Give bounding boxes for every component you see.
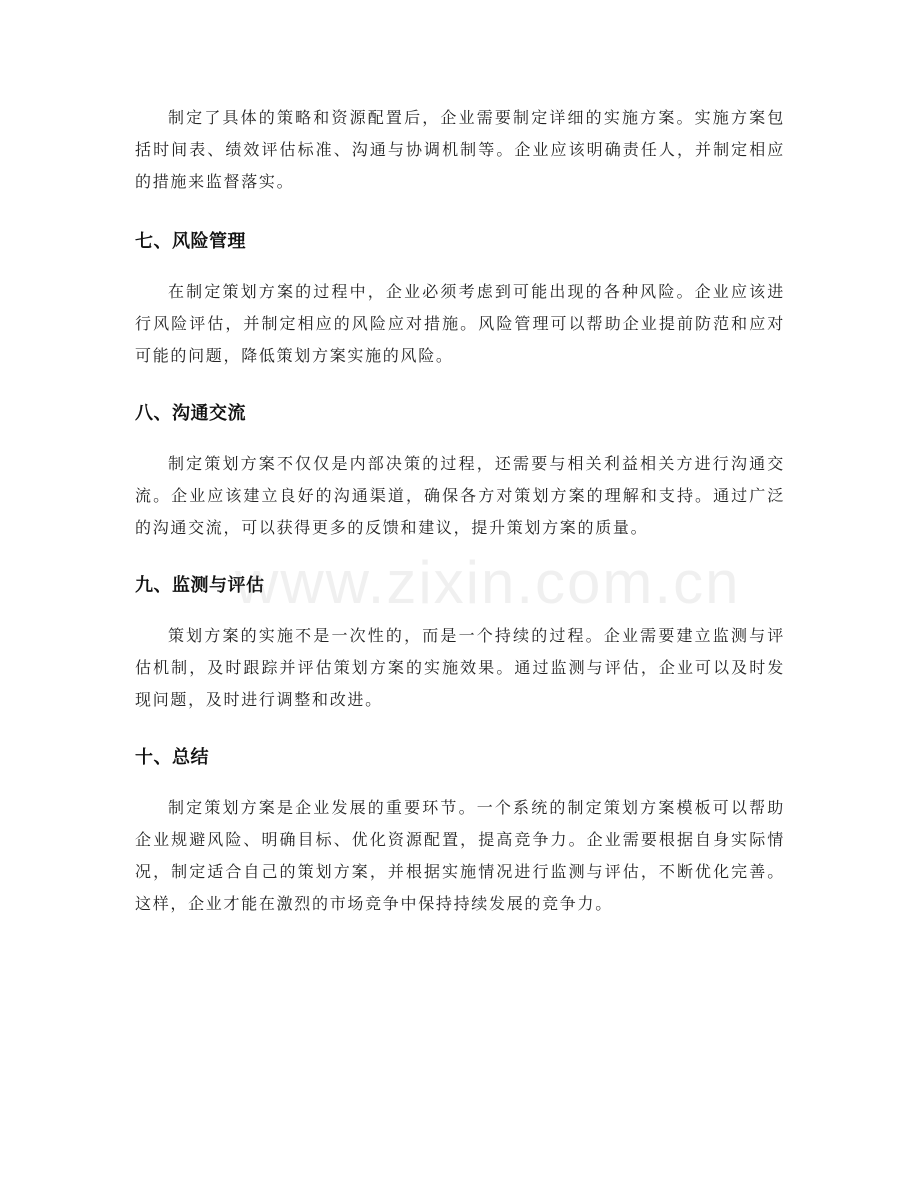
section-heading-communication: 八、沟通交流 [135, 403, 246, 424]
section-paragraph-summary: 制定策划方案是企业发展的重要环节。一个系统的制定策划方案模板可以帮助企业规避风险、明确目标、优化资源配置，提高竞争力。企业需要根据自身实际情况，制定适合自己的策划方案，并根据实施情况进行监测与评估，不断优化完善。这样，企业才能在激烈的市场竞争中保持持续发展的竞争力。 [135, 798, 785, 913]
section-heading-summary: 十、总结 [135, 747, 209, 768]
section-paragraph-risk-management: 在制定策划方案的过程中，企业必须考虑到可能出现的各种风险。企业应该进行风险评估，并制定相应的风险应对措施。风险管理可以帮助企业提前防范和应对可能的问题，降低策划方案实施的风险。 [135, 282, 785, 365]
section-heading-monitoring-evaluation: 九、监测与评估 [135, 575, 265, 596]
document-body [135, 102, 785, 920]
section-paragraph-communication: 制定策划方案不仅仅是内部决策的过程，还需要与相关利益相关方进行沟通交流。企业应该建立良好的沟通渠道，确保各方对策划方案的理解和支持。通过广泛的沟通交流，可以获得更多的反馈和建议，提升策划方案的质量。 [135, 454, 785, 537]
section-heading-risk-management: 七、风险管理 [135, 231, 246, 252]
section-paragraph-monitoring-evaluation: 策划方案的实施不是一次性的，而是一个持续的过程。企业需要建立监测与评估机制，及时跟踪并评估策划方案的实施效果。通过监测与评估，企业可以及时发现问题，及时进行调整和改进。 [135, 626, 785, 709]
intro-paragraph: 制定了具体的策略和资源配置后，企业需要制定详细的实施方案。实施方案包括时间表、绩效评估标准、沟通与协调机制等。企业应该明确责任人，并制定相应的措施来监督落实。 [135, 108, 785, 191]
watermark: www.zixin.com.cn [235, 549, 741, 616]
